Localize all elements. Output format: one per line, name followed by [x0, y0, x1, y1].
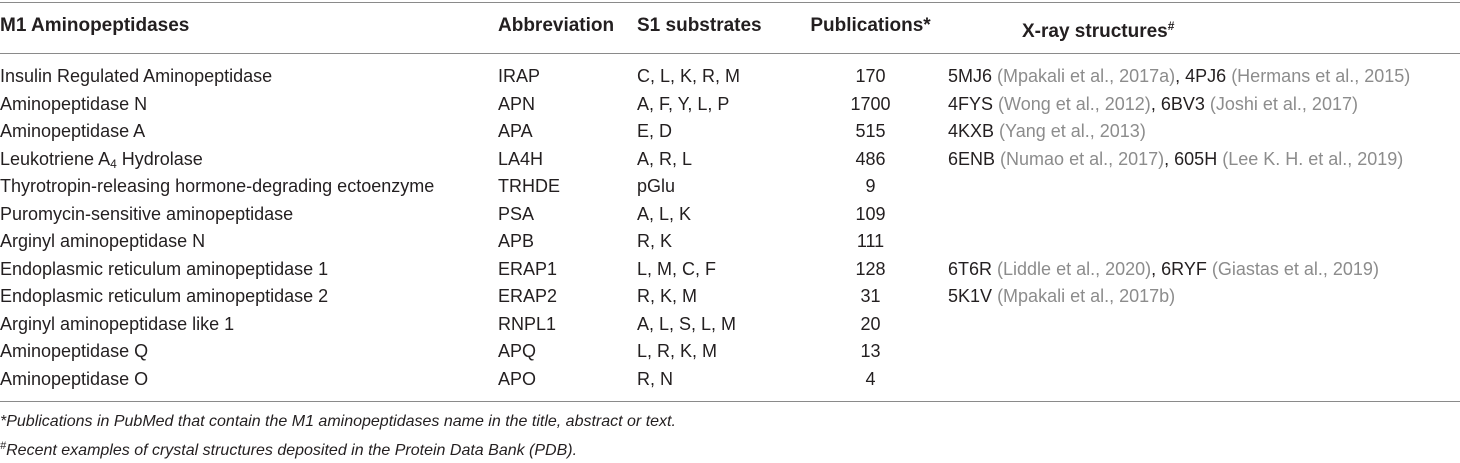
- cell-publications: 1700: [850, 93, 891, 114]
- cell-name: Puromycin-sensitive aminopeptidase: [0, 203, 294, 224]
- citation-link[interactable]: (Giastas et al., 2019): [1211, 258, 1379, 279]
- cell-name-subscript: 4: [110, 156, 117, 171]
- cell-publications: 31: [860, 286, 881, 306]
- cell-name: Insulin Regulated Aminopeptidase: [0, 66, 273, 86]
- cell-publications: 13: [860, 341, 881, 361]
- pdb-id: 5K1V: [948, 286, 993, 306]
- citation-link[interactable]: (Lee K. H. et al., 2019): [1222, 148, 1404, 169]
- cell-substrates: R, N: [637, 368, 673, 389]
- cell-publications: 109: [855, 203, 886, 224]
- cell-publications: 128: [855, 258, 886, 279]
- cell-abbreviation: ERAP1: [498, 258, 558, 279]
- cell-publications: 111: [856, 231, 885, 251]
- xray-separator: ,: [1150, 93, 1161, 114]
- cell-xray: [948, 284, 1175, 308]
- pdb-id: 6ENB: [948, 148, 996, 169]
- table-top-rule: [0, 2, 1460, 3]
- cell-xray: [948, 92, 1358, 116]
- table-row: [0, 257, 1460, 285]
- citation-link[interactable]: (Hermans et al., 2015): [1231, 66, 1411, 86]
- citation-link[interactable]: (Mpakali et al., 2017a): [997, 66, 1176, 86]
- cell-name: Aminopeptidase O: [0, 368, 149, 389]
- cell-substrates: R, K, M: [637, 286, 698, 306]
- cell-substrates: C, L, K, R, M: [637, 66, 741, 86]
- cell-abbreviation: PSA: [498, 203, 535, 224]
- cell-abbreviation: ERAP2: [498, 286, 558, 306]
- cell-substrates: A, L, S, L, M: [637, 313, 737, 334]
- table-row: [0, 202, 1460, 230]
- cell-abbreviation: TRHDE: [498, 176, 560, 196]
- cell-name: Thyrotropin-releasing hormone-degrading ectoenzyme: [0, 176, 435, 196]
- table-row: [0, 339, 1460, 367]
- cell-abbreviation: APO: [498, 368, 537, 389]
- cell-abbreviation: IRAP: [498, 66, 541, 86]
- xray-separator: ,: [1164, 148, 1175, 169]
- cell-abbreviation: APQ: [498, 341, 537, 361]
- cell-substrates: R, K: [637, 231, 673, 251]
- cell-xray: [948, 119, 1146, 143]
- cell-substrates: A, R, L: [637, 148, 693, 169]
- cell-substrates: A, F, Y, L, P: [637, 93, 730, 114]
- table-row: [0, 229, 1460, 257]
- table-row: [0, 64, 1460, 92]
- header-xray-mark: #: [1167, 19, 1175, 33]
- cell-abbreviation: RNPL1: [498, 313, 557, 334]
- header-name: M1 Aminopeptidases: [0, 15, 190, 36]
- pdb-id: 6BV3: [1160, 93, 1205, 114]
- pdb-id: 605H: [1174, 148, 1218, 169]
- cell-name-main: Leukotriene A: [0, 148, 111, 169]
- footnote-xray-text: Recent examples of crystal structures deposited in the Protein Data Bank (PDB).: [6, 442, 578, 459]
- footnote-xray-mark: #: [0, 440, 7, 452]
- citation-link[interactable]: (Yang et al., 2013): [999, 121, 1146, 141]
- citation-link[interactable]: (Mpakali et al., 2017b): [997, 286, 1176, 306]
- cell-name: Arginyl aminopeptidase like 1: [0, 313, 235, 334]
- cell-xray: [948, 147, 1403, 171]
- header-xray-label: X-ray structures: [1022, 21, 1168, 42]
- cell-name: Endoplasmic reticulum aminopeptidase 2: [0, 286, 329, 306]
- cell-xray: [948, 64, 1410, 88]
- cell-publications: 9: [865, 176, 876, 196]
- table-row: [0, 174, 1460, 202]
- cell-abbreviation: APA: [498, 121, 533, 141]
- citation-link[interactable]: (Numao et al., 2017): [1000, 148, 1165, 169]
- pdb-id: 6T6R: [948, 258, 993, 279]
- cell-abbreviation: APN: [498, 93, 536, 114]
- cell-substrates: L, R, K, M: [637, 341, 718, 361]
- cell-publications: 4: [865, 368, 876, 389]
- cell-name: [0, 147, 203, 176]
- pdb-id: 6RYF: [1161, 258, 1207, 279]
- citation-link[interactable]: (Wong et al., 2012): [998, 93, 1151, 114]
- header-publications: Publications*: [810, 15, 931, 36]
- cell-publications: 515: [855, 121, 886, 141]
- cell-publications: 20: [860, 313, 881, 334]
- xray-separator: ,: [1175, 66, 1186, 86]
- pdb-id: 4KXB: [948, 121, 995, 141]
- cell-name: Arginyl aminopeptidase N: [0, 231, 206, 251]
- cell-abbreviation: LA4H: [498, 148, 544, 169]
- header-substrates: S1 substrates: [637, 15, 762, 36]
- footnote-publications: *Publications in PubMed that contain the M1 aminopeptidases name in the title, abstract or text.: [0, 413, 676, 430]
- footnotes: [0, 410, 676, 463]
- cell-substrates: E, D: [637, 121, 673, 141]
- pdb-id: 4PJ6: [1185, 66, 1227, 86]
- table-row: [0, 92, 1460, 120]
- citation-link[interactable]: (Joshi et al., 2017): [1209, 93, 1358, 114]
- cell-substrates: pGlu: [637, 176, 676, 196]
- cell-name: Endoplasmic reticulum aminopeptidase 1: [0, 258, 329, 279]
- table-row: [0, 284, 1460, 312]
- table-row: [0, 367, 1460, 395]
- citation-link[interactable]: (Liddle et al., 2020): [997, 258, 1152, 279]
- cell-name: Aminopeptidase N: [0, 93, 148, 114]
- table-header: [0, 14, 1460, 42]
- cell-xray: [948, 257, 1379, 281]
- cell-publications: 170: [855, 66, 886, 86]
- header-abbreviation: Abbreviation: [498, 15, 615, 36]
- table-header-rule: [0, 53, 1460, 54]
- cell-substrates: L, M, C, F: [637, 258, 717, 279]
- cell-abbreviation: APB: [498, 231, 535, 251]
- table-body: [0, 64, 1460, 394]
- pdb-id: 4FYS: [948, 93, 994, 114]
- cell-name: Aminopeptidase Q: [0, 341, 149, 361]
- pdb-id: 5MJ6: [948, 66, 993, 86]
- table-row: [0, 147, 1460, 175]
- cell-name-tail: Hydrolase: [116, 148, 203, 169]
- table-row: [0, 119, 1460, 147]
- header-xray: [1022, 14, 1174, 44]
- table-row: [0, 312, 1460, 340]
- xray-separator: ,: [1151, 258, 1162, 279]
- table-bottom-rule: [0, 401, 1460, 402]
- cell-name: Aminopeptidase A: [0, 121, 146, 141]
- cell-substrates: A, L, K: [637, 203, 692, 224]
- cell-publications: 486: [855, 148, 886, 169]
